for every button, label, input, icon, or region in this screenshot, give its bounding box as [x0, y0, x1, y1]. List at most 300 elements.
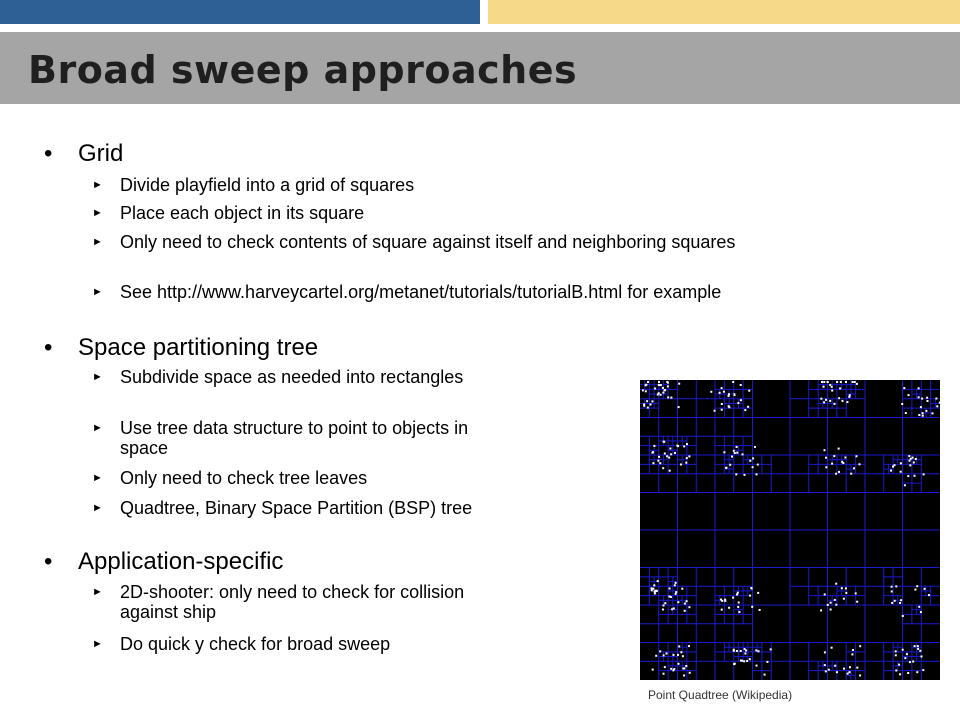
quadtree-point: [922, 415, 924, 417]
quadtree-point: [744, 474, 746, 476]
quadtree-point: [731, 456, 733, 458]
quadtree-point: [751, 588, 753, 590]
quadtree-point: [651, 400, 653, 402]
quadtree-point: [895, 654, 897, 656]
quadtree-point: [764, 674, 766, 676]
quadtree-point: [735, 473, 737, 475]
quadtree-point: [736, 594, 738, 596]
quadtree-point: [856, 455, 858, 457]
quadtree-point: [902, 649, 904, 651]
quadtree-point: [824, 651, 826, 653]
quadtree-point: [678, 383, 680, 385]
quadtree-point: [820, 398, 822, 400]
quadtree-point: [918, 396, 920, 398]
quadtree-point: [754, 446, 756, 448]
quadtree-point: [825, 399, 827, 401]
quadtree-point: [645, 384, 647, 386]
quadtree-point: [922, 412, 924, 414]
quadtree-point: [830, 602, 832, 604]
quadtree-point: [821, 381, 823, 383]
quadtree-point: [664, 666, 666, 668]
quadtree-point: [757, 464, 759, 466]
quadtree-point: [904, 484, 906, 486]
arrow-bullet-icon: ►: [92, 502, 103, 514]
quadtree-point: [834, 665, 836, 667]
quadtree-point: [918, 414, 920, 416]
sub-bullet-text: Divide playfield into a grid of squares: [120, 175, 415, 195]
quadtree-point: [900, 471, 902, 473]
quadtree-point: [669, 588, 671, 590]
bullet-dot: •: [44, 548, 53, 575]
quadtree-point: [652, 588, 654, 590]
quadtree-point: [734, 452, 736, 454]
bullet-label: Grid: [78, 140, 124, 167]
bullet-label: Space partitioning tree: [78, 334, 319, 361]
quadtree-point: [757, 592, 759, 594]
quadtree-point: [824, 449, 826, 451]
quadtree-point: [859, 463, 861, 465]
quadtree-point: [749, 595, 751, 597]
quadtree-point: [686, 457, 688, 459]
quadtree-point: [850, 473, 852, 475]
quadtree-point: [650, 404, 652, 406]
quadtree-point: [902, 615, 904, 617]
quadtree-point: [744, 409, 746, 411]
quadtree-point: [669, 470, 671, 472]
quadtree-point: [721, 409, 723, 411]
quadtree-point: [912, 457, 914, 459]
sub-bullet-text: Use tree data structure to point to objects in space: [120, 418, 469, 458]
quadtree-point: [825, 466, 827, 468]
quadtree-point: [895, 670, 897, 672]
quadtree-point: [917, 645, 919, 647]
quadtree-point: [907, 672, 909, 674]
quadtree-point: [675, 582, 677, 584]
quadtree-point: [666, 455, 668, 457]
quadtree-point: [686, 600, 688, 602]
quadtree-point: [900, 462, 902, 464]
quadtree-point: [918, 606, 920, 608]
quadtree-point: [846, 401, 848, 403]
quadtree-point: [678, 406, 680, 408]
quadtree-point: [723, 451, 725, 453]
quadtree-point: [914, 645, 916, 647]
quadtree-point: [909, 464, 911, 466]
quadtree-point: [834, 403, 836, 405]
quadtree-point: [664, 389, 666, 391]
quadtree-point: [909, 460, 911, 462]
quadtree-point: [825, 457, 827, 459]
quadtree-point: [732, 381, 734, 383]
quadtree-point: [658, 381, 660, 383]
quadtree-point: [823, 401, 825, 403]
quadtree-point: [740, 660, 742, 662]
arrow-bullet-icon: ►: [92, 422, 103, 434]
quadtree-point: [927, 400, 929, 402]
quadtree-point: [751, 606, 753, 608]
quadtree-point: [758, 650, 760, 652]
quadtree-point: [667, 385, 669, 387]
quadtree-point: [853, 467, 855, 469]
quadtree-point: [899, 673, 901, 675]
quadtree-point: [688, 645, 690, 647]
quadtree-point: [688, 606, 690, 608]
quadtree-point: [680, 464, 682, 466]
point-quadtree-image: [640, 380, 940, 680]
quadtree-point: [906, 653, 908, 655]
quadtree-point: [677, 445, 679, 447]
quadtree-point: [743, 660, 745, 662]
quadtree-point: [834, 599, 836, 601]
quadtree-point: [719, 392, 721, 394]
quadtree-point: [749, 658, 751, 660]
quadtree-point: [689, 672, 691, 674]
quadtree-point: [668, 457, 670, 459]
quadtree-point: [721, 600, 723, 602]
quadtree-point: [723, 391, 725, 393]
sub-bullet-text: Only need to check tree leaves: [120, 468, 368, 488]
quadtree-point: [654, 388, 656, 390]
quadtree-point: [662, 467, 664, 469]
sub-bullet-text: Do quick y check for broad sweep: [120, 634, 391, 654]
sub-bullet-text: Subdivide space as needed into rectangles: [120, 367, 464, 387]
quadtree-point: [677, 654, 679, 656]
quadtree-point: [935, 398, 937, 400]
arrow-bullet-icon: ►: [92, 286, 103, 298]
quadtree-point: [733, 649, 735, 651]
quadtree-point: [736, 452, 738, 454]
quadtree-point: [672, 669, 674, 671]
quadtree-point: [728, 607, 730, 609]
quadtree-point: [859, 675, 861, 677]
quadtree-point: [682, 655, 684, 657]
quadtree-point: [891, 602, 893, 604]
quadtree-point: [755, 649, 757, 651]
quadtree-point: [651, 587, 653, 589]
quadtree-point: [823, 381, 825, 383]
quadtree-point: [746, 660, 748, 662]
quadtree-point: [728, 406, 730, 408]
quadtree-point: [684, 603, 686, 605]
quadtree-point: [824, 593, 826, 595]
quadtree-point: [657, 460, 659, 462]
quadtree-point: [831, 463, 833, 465]
quadtree-point: [664, 602, 666, 604]
quadtree-point: [824, 664, 826, 666]
quadtree-point: [844, 457, 846, 459]
quadtree-point: [681, 588, 683, 590]
quadtree-point: [921, 656, 923, 658]
quadtree-point: [843, 668, 845, 670]
quadtree-point: [664, 453, 666, 455]
bullet-dot: •: [44, 140, 53, 167]
quadtree-point: [922, 669, 924, 671]
quadtree-point: [685, 665, 687, 667]
quadtree-point: [820, 609, 822, 611]
quadtree-point: [670, 668, 672, 670]
quadtree-point: [662, 392, 664, 394]
quadtree-point: [939, 402, 940, 404]
quadtree-point: [899, 602, 901, 604]
quadtree-point: [843, 598, 845, 600]
quadtree-point: [847, 673, 849, 675]
quadtree-point: [833, 455, 835, 457]
quadtree-point: [907, 475, 909, 477]
quadtree-point: [738, 611, 740, 613]
quadtree-point: [668, 596, 670, 598]
quadtree-point: [733, 663, 735, 665]
quadtree-point: [920, 406, 922, 408]
quadtree-point: [898, 664, 900, 666]
quadtree-point: [669, 448, 671, 450]
quadtree-point: [910, 458, 912, 460]
quadtree-point: [770, 648, 772, 650]
quadtree-point: [736, 650, 738, 652]
quadtree-point: [925, 410, 927, 412]
quadtree-point: [651, 452, 653, 454]
quadtree-point: [894, 464, 896, 466]
quadtree-point: [662, 387, 664, 389]
quadtree-point: [845, 381, 847, 383]
quadtree-point: [759, 609, 761, 611]
quadtree-point: [675, 591, 677, 593]
quadtree-point: [825, 670, 827, 672]
quadtree-point: [738, 602, 740, 604]
quadtree-point: [737, 606, 739, 608]
quadtree-point: [926, 397, 928, 399]
quadtree-point: [920, 611, 922, 613]
quadtree-point: [734, 394, 736, 396]
arrow-bullet-icon: ►: [92, 236, 103, 248]
quadtree-point: [645, 390, 647, 392]
figure-caption: Point Quadtree (Wikipedia): [648, 688, 793, 702]
quadtree-point: [655, 655, 657, 657]
sub-bullet-text: See http://www.harveycartel.org/metanet/tutorials/tutorialB.html for example: [120, 282, 722, 302]
quadtree-point: [890, 470, 892, 472]
quadtree-point: [721, 403, 723, 405]
quadtree-point: [845, 587, 847, 589]
quadtree-point: [740, 384, 742, 386]
quadtree-point: [756, 473, 758, 475]
quadtree-point: [840, 381, 842, 383]
quadtree-point: [744, 653, 746, 655]
slide-title: Broad sweep approaches: [28, 48, 578, 92]
quadtree-point: [674, 584, 676, 586]
quadtree-point: [677, 601, 679, 603]
quadtree-point: [836, 671, 838, 673]
quadtree-point: [655, 590, 657, 592]
quadtree-point: [932, 412, 934, 414]
quadtree-point: [845, 592, 847, 594]
quadtree-point: [851, 653, 853, 655]
quadtree-point: [686, 443, 688, 445]
quadtree-point: [675, 593, 677, 595]
arrow-bullet-icon: ►: [92, 179, 103, 191]
quadtree-point: [657, 580, 659, 582]
quadtree-point: [909, 661, 911, 663]
quadtree-point: [684, 610, 686, 612]
quadtree-point: [732, 597, 734, 599]
quadtree-point: [838, 471, 840, 473]
quadtree-point: [652, 669, 654, 671]
arrow-bullet-icon: ►: [92, 638, 103, 650]
quadtree-point: [854, 381, 856, 383]
quadtree-point: [659, 384, 661, 386]
quadtree-point: [642, 389, 644, 391]
top-accent-bar-blue: [0, 0, 480, 24]
quadtree-point: [670, 397, 672, 399]
quadtree-point: [827, 381, 829, 383]
quadtree-point: [744, 648, 746, 650]
quadtree-point: [659, 462, 661, 464]
quadtree-point: [725, 467, 727, 469]
quadtree-point: [859, 645, 861, 647]
quadtree-point: [895, 650, 897, 652]
quadtree-point: [654, 592, 656, 594]
quadtree-point: [685, 462, 687, 464]
quadtree-point: [895, 585, 897, 587]
quadtree-point: [919, 650, 921, 652]
quadtree-point: [766, 661, 768, 663]
quadtree-point: [680, 651, 682, 653]
quadtree-point: [923, 473, 925, 475]
sub-bullet-text: 2D-shooter: only need to check for collision against ship: [120, 582, 465, 622]
quadtree-point: [742, 453, 744, 455]
quadtree-point: [662, 609, 664, 611]
quadtree-point: [827, 604, 829, 606]
quadtree-point: [852, 381, 854, 383]
quadtree-point: [673, 654, 675, 656]
quadtree-point: [729, 464, 731, 466]
quadtree-point: [855, 592, 857, 594]
quadtree-point: [831, 386, 833, 388]
quadtree-point: [894, 600, 896, 602]
quadtree-point: [915, 458, 917, 460]
top-accent-bar-gold: [488, 0, 960, 24]
bullet-label: Application-specific: [78, 548, 284, 575]
quadtree-point: [683, 445, 685, 447]
quadtree-point: [839, 387, 841, 389]
quadtree-point: [652, 462, 654, 464]
quadtree-point: [752, 457, 754, 459]
quadtree-point: [670, 453, 672, 455]
quadtree-point: [838, 397, 840, 399]
quadtree-point: [663, 654, 665, 656]
sub-bullet-text: Place each object in its square: [120, 203, 365, 223]
quadtree-point: [836, 381, 838, 383]
sub-bullet-text: Quadtree, Binary Space Partition (BSP) tree: [120, 498, 473, 518]
quadtree-point: [913, 462, 915, 464]
quadtree-point: [891, 586, 893, 588]
quadtree-point: [647, 407, 649, 409]
quadtree-point: [737, 402, 739, 404]
quadtree-point: [835, 604, 837, 606]
arrow-bullet-icon: ►: [92, 371, 103, 383]
quadtree-point: [916, 671, 918, 673]
quadtree-point: [663, 441, 665, 443]
quadtree-point: [740, 650, 742, 652]
quadtree-point: [683, 667, 685, 669]
quadtree-point: [748, 390, 750, 392]
quadtree-point: [653, 445, 655, 447]
quadtree-point: [660, 394, 662, 396]
quadtree-point: [841, 587, 843, 589]
quadtree-point: [901, 403, 903, 405]
quadtree-point: [829, 400, 831, 402]
quadtree-point: [823, 386, 825, 388]
quadtree-point: [921, 398, 923, 400]
quadtree-point: [688, 455, 690, 457]
quadtree-point: [756, 665, 758, 667]
quadtree-point: [917, 648, 919, 650]
quadtree-point: [924, 588, 926, 590]
quadtree-point: [852, 649, 854, 651]
quadtree-point: [733, 450, 735, 452]
quadtree-point: [737, 592, 739, 594]
quadtree-point: [828, 669, 830, 671]
quadtree-point: [856, 383, 858, 385]
quadtree-point: [903, 387, 905, 389]
quadtree-point: [904, 657, 906, 659]
quadtree-point: [928, 594, 930, 596]
quadtree-point: [914, 475, 916, 477]
quadtree-point: [721, 387, 723, 389]
bullet-dot: •: [44, 334, 53, 361]
quadtree-point: [749, 460, 751, 462]
quadtree-point: [856, 601, 858, 603]
quadtree-point: [710, 391, 712, 393]
quadtree-point: [653, 584, 655, 586]
quadtree-point: [908, 394, 910, 396]
quadtree-point: [724, 599, 726, 601]
quadtree-point: [936, 405, 938, 407]
quadtree-point: [658, 456, 660, 458]
quadtree-point: [849, 666, 851, 668]
quadtree-point: [736, 446, 738, 448]
quadtree-point: [667, 382, 669, 384]
quadtree-point: [908, 455, 910, 457]
quadtree-point: [830, 609, 832, 611]
quadtree-point: [747, 406, 749, 408]
quadtree-point: [647, 381, 649, 383]
quadtree-point: [905, 412, 907, 414]
quadtree-point: [667, 396, 669, 398]
quadtree-point: [657, 394, 659, 396]
quadtree-point: [646, 400, 648, 402]
quadtree-point: [678, 663, 680, 665]
quadtree-point: [643, 405, 645, 407]
quadtree-point: [721, 609, 723, 611]
quadtree-point: [740, 399, 742, 401]
quadtree-point: [666, 653, 668, 655]
quadtree-point: [912, 661, 914, 663]
quadtree-point: [918, 387, 920, 389]
quadtree-point: [678, 645, 680, 647]
quadtree-point: [849, 394, 851, 396]
arrow-bullet-icon: ►: [92, 207, 103, 219]
quadtree-point: [831, 647, 833, 649]
quadtree-point: [752, 466, 754, 468]
quadtree-point: [916, 585, 918, 587]
quadtree-point: [671, 608, 673, 610]
quadtree-point: [842, 400, 844, 402]
quadtree-point: [900, 599, 902, 601]
quadtree-point: [831, 390, 833, 392]
arrow-bullet-icon: ►: [92, 472, 103, 484]
quadtree-point: [849, 671, 851, 673]
quadtree-point: [659, 650, 661, 652]
quadtree-point: [663, 605, 665, 607]
